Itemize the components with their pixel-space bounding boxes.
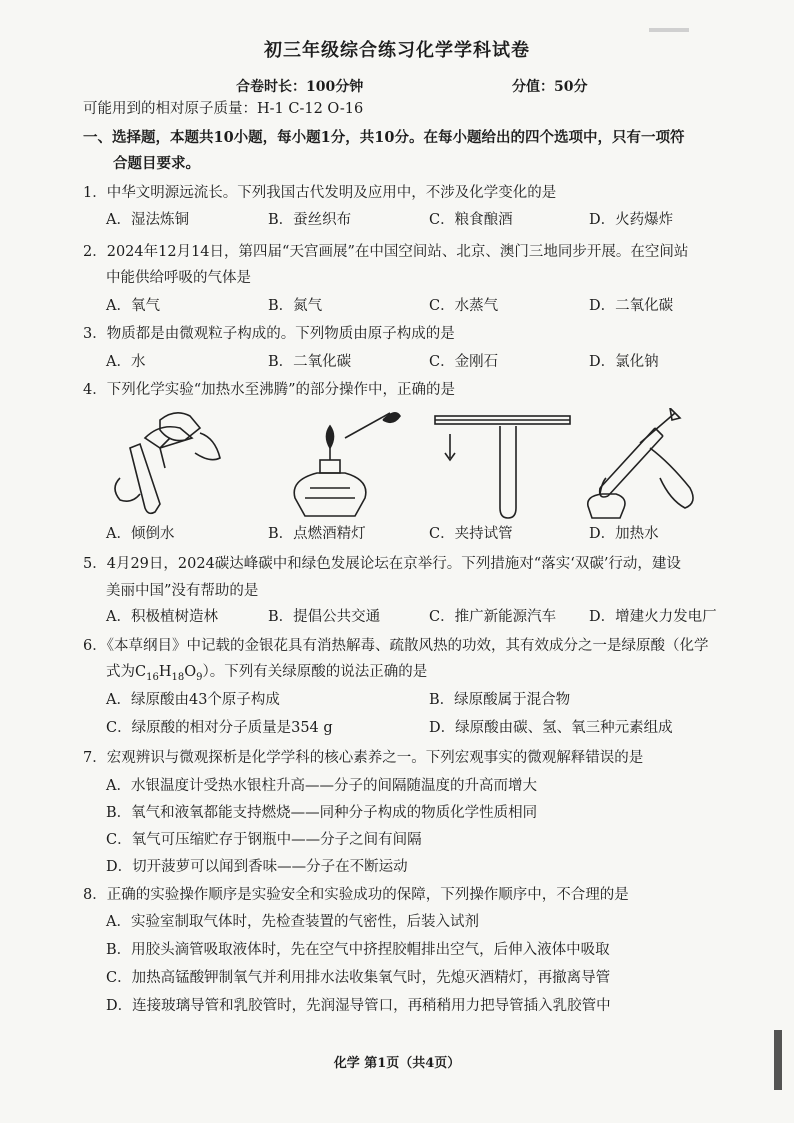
section1-heading-cont: 合题目要求。 [113,155,200,172]
q1-option-b: B．蚕丝织布 [268,212,352,228]
q7-option-a: A．水银温度计受热水银柱升高——分子的间隔随温度的升高而增大 [106,778,537,794]
q8-option-d: D．连接玻璃导管和乳胶管时，先润湿导管口，再稍稍用力把导管插入乳胶管中 [106,998,611,1014]
q3-option-b: B．二氧化碳 [268,354,352,370]
q1-stem: 1．中华文明源远流长。下列我国古代发明及应用中，不涉及化学变化的是 [83,185,557,201]
section1-heading: 一、选择题，本题共10小题，每小题1分，共10分。在每小题给出的四个选项中，只有一项符 [83,129,685,146]
q6-option-b: B．绿原酸属于混合物 [429,692,571,708]
pouring-water-figure [100,408,250,520]
q5-option-c: C．推广新能源汽车 [429,609,557,625]
q6-option-d: D．绿原酸由碳、氢、氧三种元素组成 [429,720,673,736]
q3-option-c: C．金刚石 [429,354,499,370]
q4-option-b: B．点燃酒精灯 [268,526,366,542]
q5-stem-2: 美丽中国”没有帮助的是 [106,583,259,599]
q5-option-d: D．增建火力发电厂 [589,609,717,625]
q2-option-c: C．水蒸气 [429,298,499,314]
q3-stem: 3．物质都是由微观粒子构成的。下列物质由原子构成的是 [83,326,455,342]
q4-option-c: C．夹持试管 [429,526,513,542]
q3-option-d: D．氯化钠 [589,354,659,370]
atomic-masses: 可能用到的相对原子质量：H-1 C-12 O-16 [83,101,364,117]
q1-option-d: D．火药爆炸 [589,212,674,228]
scan-artifact-edge [774,1030,782,1090]
q8-stem: 8．正确的实验操作顺序是实验安全和实验成功的保障，下列操作顺序中，不合理的是 [83,887,629,903]
q4-option-a: A．倾倒水 [106,526,175,542]
scan-artifact [649,28,689,32]
q7-stem: 7．宏观辨识与微观探析是化学学科的核心素养之一。下列宏观事实的微观解释错误的是 [83,750,644,766]
q7-option-b: B．氧气和液氧都能支持燃烧——同种分子构成的物质化学性质相同 [106,805,538,821]
q6-option-c: C．绿原酸的相对分子质量是354 g [106,720,333,736]
q2-option-a: A．氧气 [106,298,160,314]
test-tube-holder-figure [430,408,580,520]
q1-option-a: A．湿法炼铜 [106,212,189,228]
exam-title: 初三年级综合练习化学学科试卷 [264,40,530,61]
q7-option-c: C．氧气可压缩贮存于钢瓶中——分子之间有间隔 [106,832,422,848]
q4-option-d: D．加热水 [589,526,659,542]
q2-option-d: D．二氧化碳 [589,298,674,314]
q6-option-a: A．绿原酸由43个原子构成 [106,692,280,708]
exam-score: 分值：50分 [512,79,588,95]
q8-option-c: C．加热高锰酸钾制氧气并利用排水法收集氧气时，先熄灭酒精灯，再撤离导管 [106,970,611,986]
q2-stem-1: 2．2024年12月14日，第四届“天宫画展”在中国空间站、北京、澳门三地同步开展。在空间站 [83,244,689,260]
q6-stem-1: 6．《本草纲目》中记载的金银花具有消热解毒、疏散风热的功效，其有效成分之一是绿原酸（化学 [83,638,709,654]
q8-option-b: B．用胶头滴管吸取液体时，先在空气中挤捏胶帽排出空气，后伸入液体中吸取 [106,942,610,958]
q5-option-a: A．积极植树造林 [106,609,218,625]
q5-stem-1: 5．4月29日，2024碳达峰碳中和绿色发展论坛在京举行。下列措施对“落实‘双碳’行动，建设 [83,556,681,572]
q3-option-a: A．水 [106,354,146,370]
q5-option-b: B．提倡公共交通 [268,609,381,625]
q6-stem-2: 式为$C_{16}H_{18}O_9$）。下列有关绿原酸的说法正确的是 [106,664,428,683]
exam-duration: 合卷时长：100分钟 [236,79,364,95]
q8-option-a: A．实验室制取气体时，先检查装置的气密性，后装入试剂 [106,914,479,930]
q2-option-b: B．氮气 [268,298,323,314]
q4-stem: 4．下列化学实验“加热水至沸腾”的部分操作中，正确的是 [83,382,456,398]
heating-water-figure [580,408,730,520]
alcohol-lamp-figure [275,408,425,520]
q1-option-c: C．粮食酿酒 [429,212,513,228]
q2-stem-2: 中能供给呼吸的气体是 [106,270,251,286]
q7-option-d: D．切开菠萝可以闻到香味——分子在不断运动 [106,859,408,875]
page-footer: 化学 第1页（共4页） [333,1056,461,1071]
